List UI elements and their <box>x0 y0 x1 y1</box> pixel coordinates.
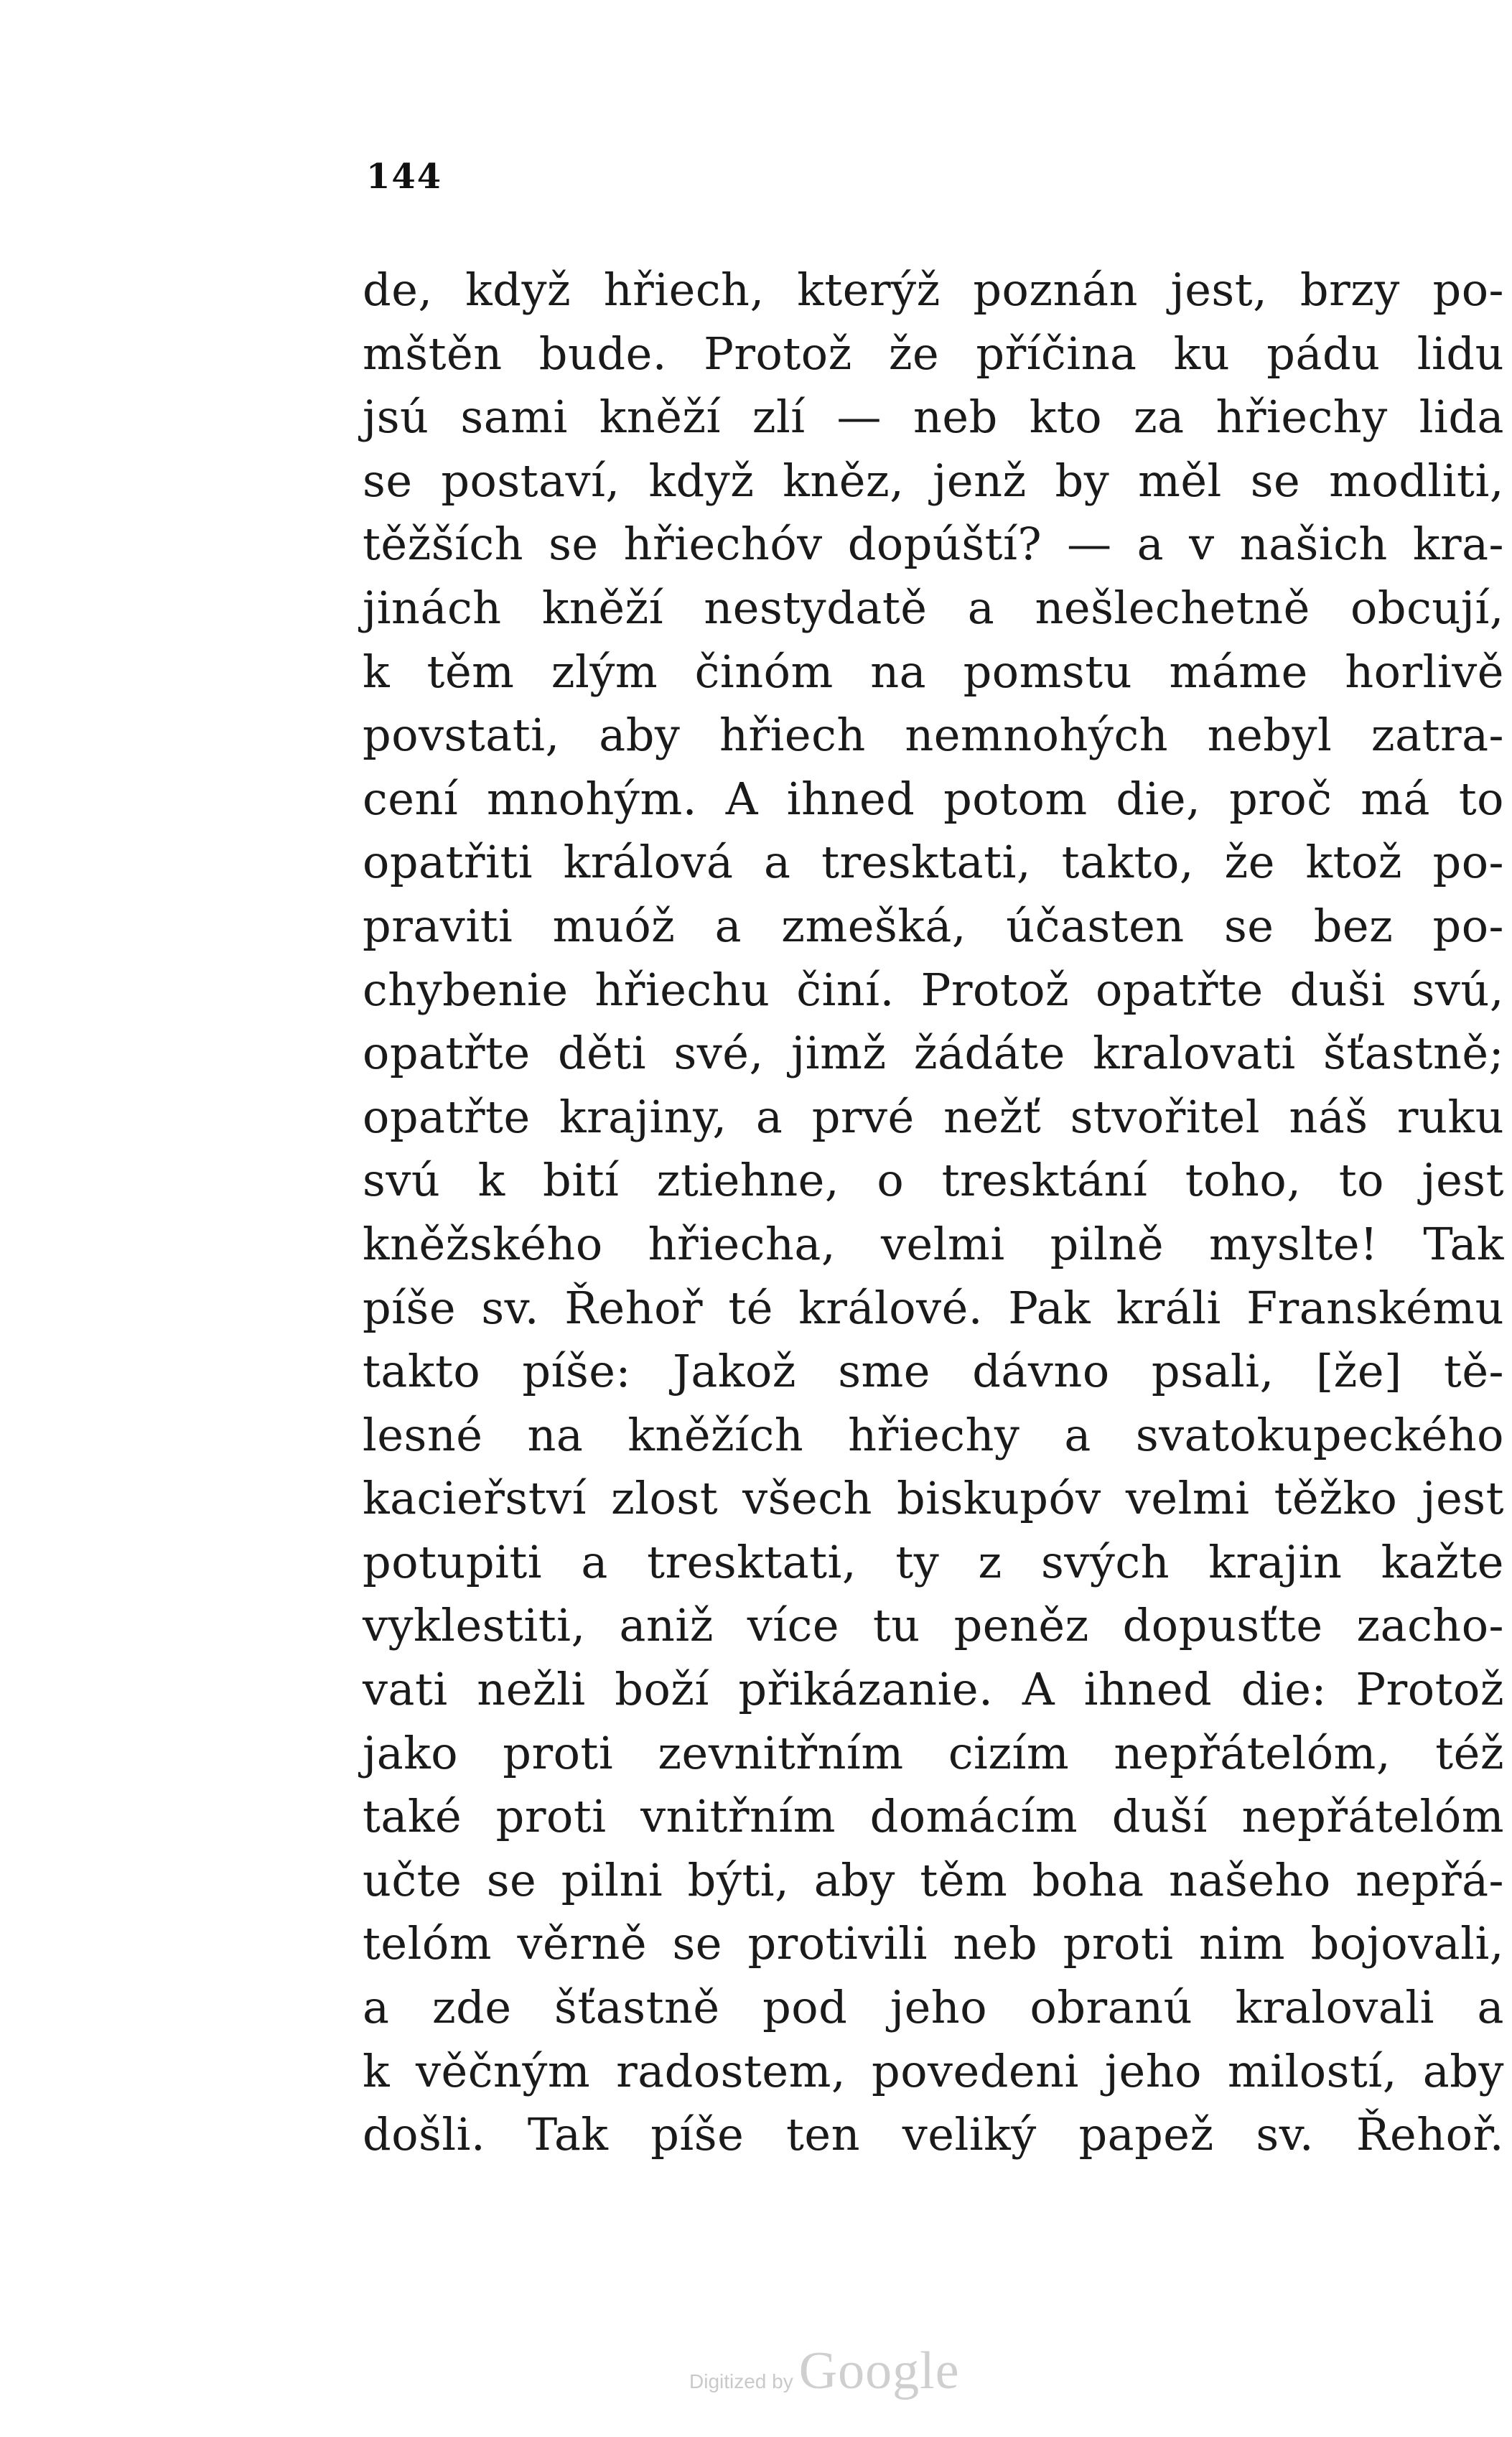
text-line: kacieřství zlost všech biskupóv velmi těžko jest <box>363 1472 1504 1525</box>
text-line: potupiti a tresktati, ty z svých krajin kažte <box>363 1535 1504 1588</box>
text-line: k těm zlým činóm na pomstu máme horlivě <box>363 645 1504 698</box>
text-line: jako proti zevnitřním cizím nepřátelóm, též <box>363 1726 1504 1779</box>
text-line: chybenie hřiechu činí. Protož opatřte duši svú, <box>363 963 1504 1016</box>
text-line: cení mnohým. A ihned potom die, proč má to <box>363 772 1504 825</box>
text-line: jinách kněží nestydatě a nešlechetně obcují, <box>363 581 1504 634</box>
text-line: se postaví, když kněz, jenž by měl se modliti, <box>363 454 1504 507</box>
text-line: opatřte krajiny, a prvé nežť stvořitel náš ruku <box>363 1090 1504 1143</box>
text-line: učte se pilni býti, aby těm boha našeho nepřá- <box>363 1853 1504 1906</box>
digitized-watermark <box>689 2341 960 2402</box>
watermark-prefix: Digitized by <box>689 2370 793 2392</box>
text-line: vati nežli boží přikázanie. A ihned die: Protož <box>363 1663 1504 1716</box>
text-line: kněžského hřiecha, velmi pilně myslte! Tak <box>363 1217 1504 1270</box>
text-line: také proti vnitřním domácím duší nepřátelóm <box>363 1790 1504 1843</box>
text-line: praviti muóž a zmešká, účasten se bez po- <box>363 899 1504 952</box>
text-line: vyklestiti, aniž více tu peněz dopusťte zacho- <box>363 1599 1504 1652</box>
text-line: těžších se hřiechóv dopúští? — a v našich kra- <box>363 518 1504 571</box>
text-line: opatřiti králová a tresktati, takto, že ktož po- <box>363 836 1504 889</box>
text-line: lesné na kněžích hřiechy a svatokupeckého <box>363 1408 1504 1461</box>
text-line: svú k bití ztiehne, o tresktání toho, to jest <box>363 1154 1504 1207</box>
text-line: de, když hřiech, kterýž poznán jest, brzy po- <box>363 264 1504 316</box>
text-line: a zde šťastně pod jeho obranú kralovali a <box>363 1981 1504 2034</box>
google-logo: Google <box>798 2342 960 2400</box>
text-line: došli. Tak píše ten veliký papež sv. Řehoř. <box>363 2108 1504 2161</box>
text-line: k věčným radostem, povedeni jeho milostí, aby <box>363 2044 1504 2097</box>
page-number: 144 <box>366 157 443 197</box>
body-text <box>363 258 1504 2167</box>
text-line: píše sv. Řehoř té králové. Pak králi Franskému <box>363 1281 1504 1334</box>
text-line: opatřte děti své, jimž žádáte kralovati šťastně; <box>363 1027 1504 1080</box>
text-line: povstati, aby hřiech nemnohých nebyl zatra- <box>363 709 1504 762</box>
text-line: takto píše: Jakož sme dávno psali, [že] tě- <box>363 1345 1504 1398</box>
text-line: mštěn bude. Protož že příčina ku pádu lidu <box>363 327 1504 380</box>
text-line: jsú sami kněží zlí — neb kto za hřiechy lida <box>363 391 1504 444</box>
text-line: telóm věrně se protivili neb proti nim bojovali, <box>363 1917 1504 1970</box>
